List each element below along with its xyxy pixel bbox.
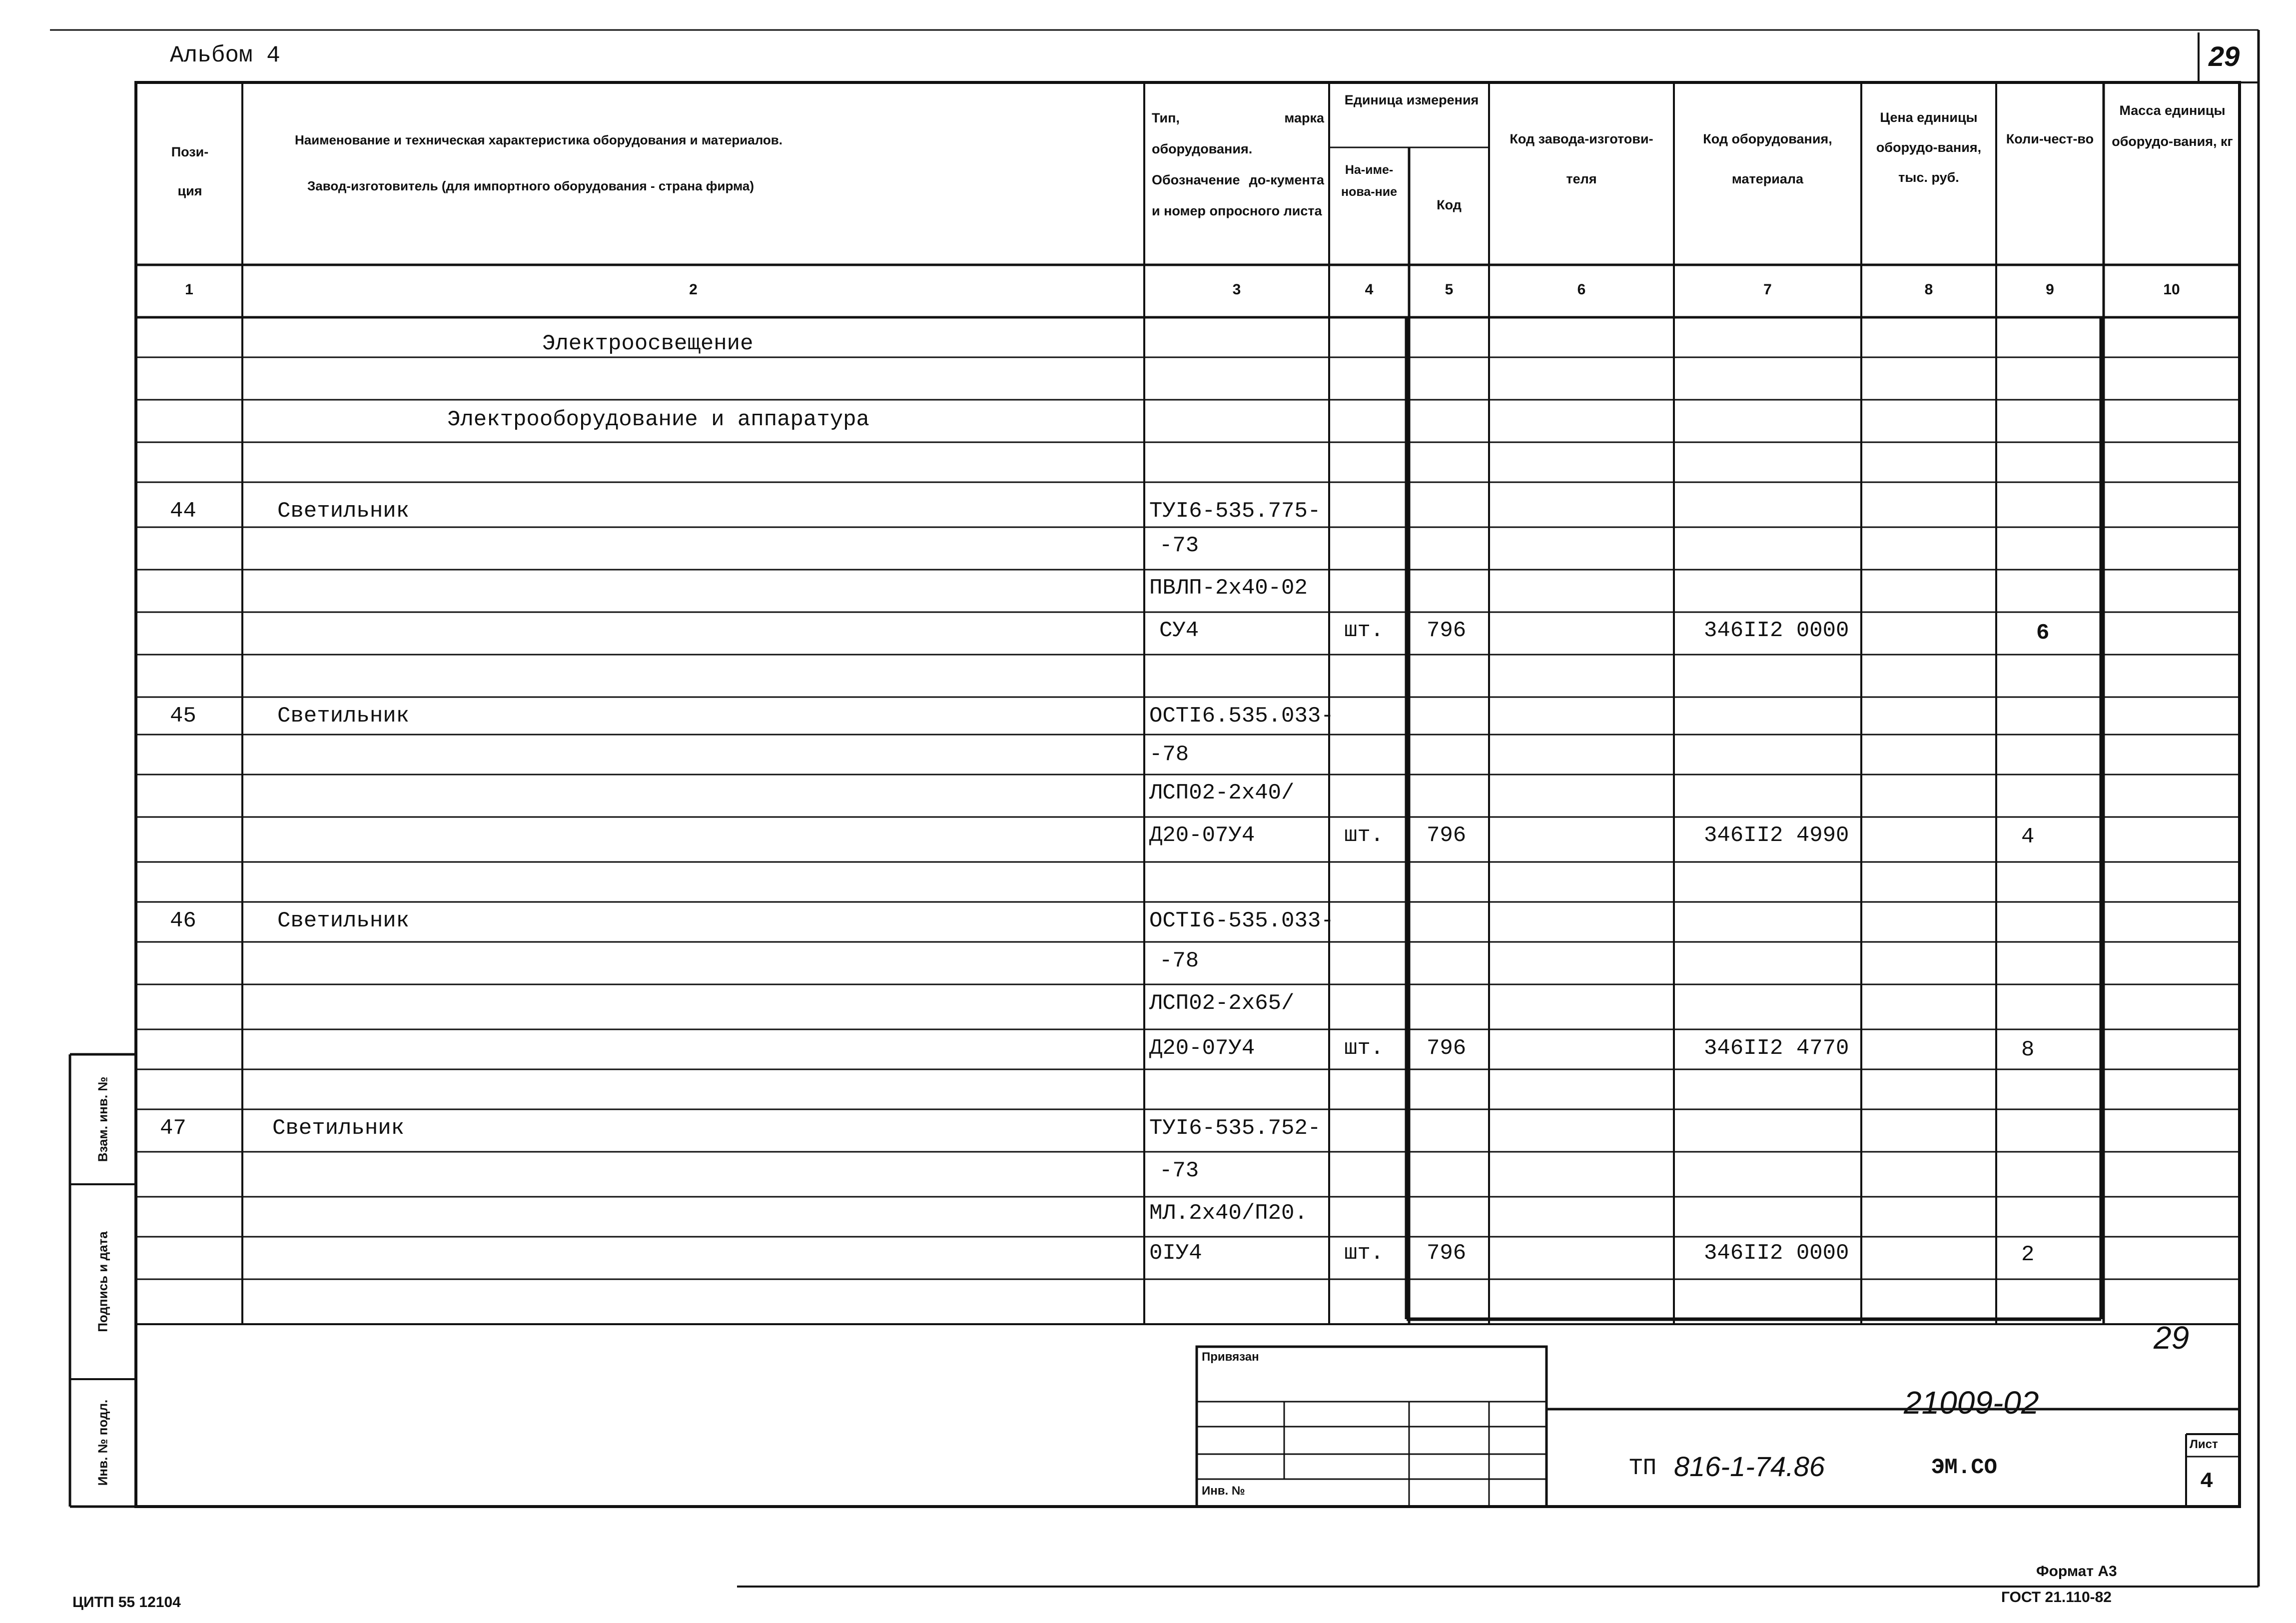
item-unit-code: 796 — [1427, 823, 1467, 848]
doc-mark: ЭМ.СО — [1931, 1455, 1998, 1480]
item-type-line: ТУI6-535.775- — [1149, 499, 1321, 524]
item-position: 44 — [170, 499, 196, 524]
item-type-line: 0IУ4 — [1149, 1241, 1202, 1266]
item-type-line: ОСТI6.535.033- — [1149, 704, 1334, 729]
stamp-inv-ref: Взам. инв. № — [95, 1076, 110, 1162]
item-type-line: -78 — [1149, 742, 1189, 767]
item-name: Светильник — [272, 1116, 405, 1141]
item-type-line: МЛ.2х40/П20. — [1149, 1201, 1308, 1226]
column-number: 5 — [1445, 281, 1454, 298]
section-title: Электроосвещение — [542, 331, 754, 356]
page-corner-number: 29 — [2209, 40, 2240, 72]
item-unit-code: 796 — [1427, 1036, 1467, 1061]
column-number: 8 — [1924, 281, 1933, 298]
header-unit: Единица измерения — [1344, 92, 1479, 107]
item-quantity: 2 — [2021, 1242, 2035, 1267]
format-label: Формат А3 — [2036, 1563, 2117, 1580]
doc-prefix: ТП — [1629, 1455, 1657, 1481]
column-number: 6 — [1577, 281, 1586, 298]
item-type-line: -73 — [1159, 1158, 1199, 1183]
item-type-line: ПВЛП-2х40-02 — [1149, 576, 1308, 601]
item-name: Светильник — [277, 908, 410, 933]
item-type-line: Д20-07У4 — [1149, 823, 1255, 848]
header-col10: Масса единицы оборудо-вания, кг — [2112, 103, 2233, 149]
item-unit: шт. — [1344, 1036, 1384, 1061]
handwritten-page-number: 29 — [2154, 1320, 2190, 1356]
header-col3: Тип, марка оборудования. Обозначение до-кумента и номер опросного листа — [1152, 110, 1324, 218]
item-type-line: ОСТI6-535.033- — [1149, 908, 1334, 933]
header-col1: Пози- ция — [171, 144, 209, 198]
item-type-line: Д20-07У4 — [1149, 1036, 1255, 1061]
item-position: 47 — [160, 1116, 186, 1141]
header-col7: Код оборудования, материала — [1703, 131, 1832, 186]
item-material-code: 346II2 4770 — [1704, 1036, 1849, 1061]
header-col5: Код — [1437, 197, 1462, 212]
item-unit-code: 796 — [1427, 1241, 1467, 1266]
album-label: Альбом 4 — [170, 42, 280, 68]
item-type-line: СУ4 — [1159, 618, 1199, 643]
inventory-number-label: Инв. № — [1202, 1484, 1245, 1498]
stamp-sign-date: Подпись и дата — [95, 1231, 110, 1332]
column-number: 1 — [185, 281, 193, 298]
stamp-inv-original: Инв. № подл. — [95, 1399, 110, 1486]
gost-label: ГОСТ 21.110-82 — [2001, 1589, 2112, 1606]
item-unit-code: 796 — [1427, 618, 1467, 643]
item-position: 45 — [170, 704, 196, 729]
item-type-line: ТУI6-535.752- — [1149, 1116, 1321, 1141]
item-material-code: 346II2 0000 — [1704, 1241, 1849, 1266]
bound-label: Привязан — [1202, 1350, 1259, 1364]
handwritten-code: 21009-02 — [1904, 1385, 2039, 1421]
item-type-line: -78 — [1159, 948, 1199, 973]
item-name: Светильник — [277, 499, 410, 524]
section-subtitle: Электрооборудование и аппаратура — [447, 407, 869, 432]
sheet-label: Лист — [2190, 1438, 2218, 1451]
header-col2-line2: Завод-изготовитель (для импортного оборудования - страна фирма) — [307, 178, 755, 193]
footer-left-code: ЦИТП 55 12104 — [72, 1594, 181, 1611]
column-number: 9 — [2046, 281, 2054, 298]
item-position: 46 — [170, 908, 196, 933]
doc-number: 816-1-74.86 — [1674, 1451, 1825, 1482]
item-unit: шт. — [1344, 1241, 1384, 1266]
column-number: 7 — [1763, 281, 1772, 298]
column-number: 4 — [1365, 281, 1374, 298]
column-number: 10 — [2163, 281, 2180, 298]
sheet-number: 4 — [2200, 1469, 2214, 1494]
header-col6: Код завода-изготови-теля — [1510, 131, 1653, 186]
item-type-line: ЛСП02-2х40/ — [1149, 781, 1295, 806]
column-number: 2 — [689, 281, 698, 298]
header-col8: Цена единицы оборудо-вания, тыс. руб. — [1876, 110, 1982, 185]
item-type-line: -73 — [1159, 533, 1199, 558]
item-material-code: 346II2 0000 — [1704, 618, 1849, 643]
item-name: Светильник — [277, 704, 410, 729]
header-col4: На-име-нова-ние — [1341, 163, 1397, 199]
item-quantity: 6 — [2036, 621, 2050, 646]
item-unit: шт. — [1344, 618, 1384, 643]
item-unit: шт. — [1344, 823, 1384, 848]
header-col2-line1: Наименование и техническая характеристика оборудования и материалов. — [295, 132, 783, 147]
item-quantity: 4 — [2021, 824, 2035, 849]
item-material-code: 346II2 4990 — [1704, 823, 1849, 848]
item-quantity: 8 — [2021, 1037, 2035, 1062]
column-number: 3 — [1232, 281, 1241, 298]
header-col9: Коли-чест-во — [2006, 131, 2094, 146]
item-type-line: ЛСП02-2х65/ — [1149, 991, 1295, 1016]
